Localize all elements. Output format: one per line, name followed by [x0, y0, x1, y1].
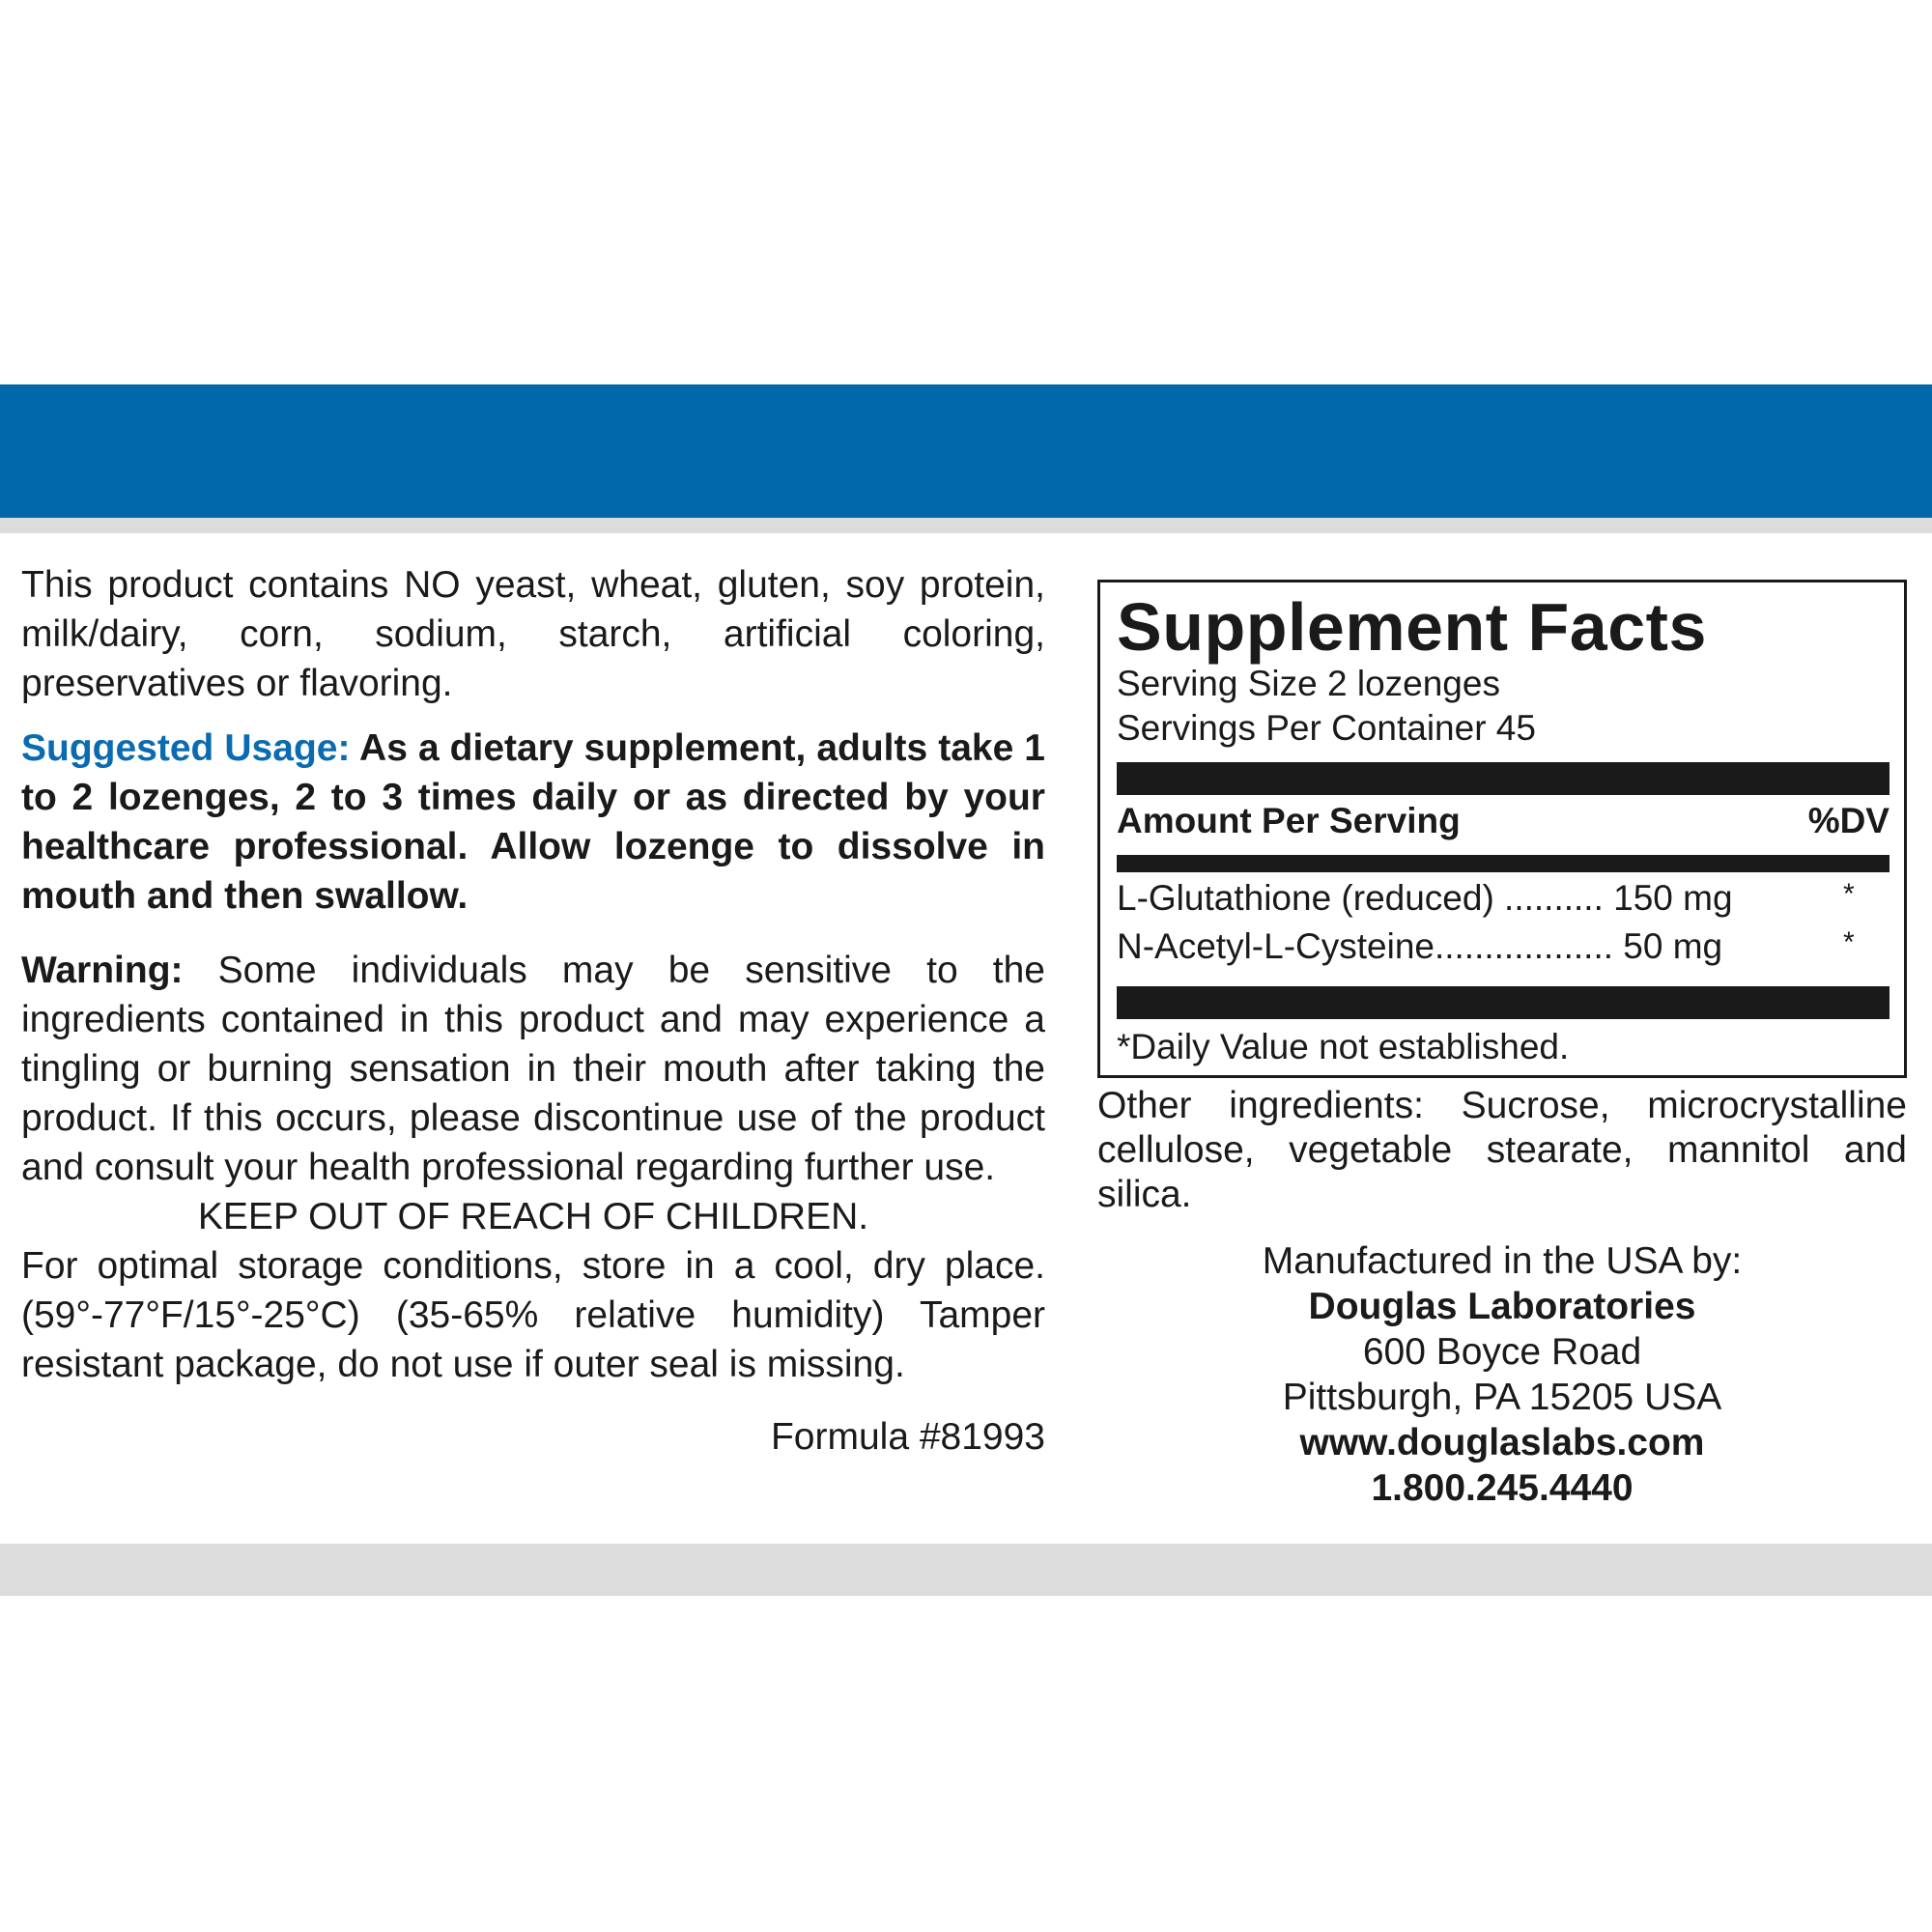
ingredient-text: L-Glutathione (reduced) .......... 150 mg	[1117, 878, 1733, 918]
manufacturer-phone: 1.800.245.4440	[1371, 1467, 1634, 1509]
keep-out-of-reach: KEEP OUT OF REACH OF CHILDREN.	[197, 1196, 869, 1237]
supplement-facts-panel	[1097, 580, 1907, 1078]
manufacturer-street: 600 Boyce Road	[1362, 1331, 1642, 1373]
warning-label: Warning:	[21, 950, 184, 991]
label-left-column	[21, 560, 1045, 1462]
amount-per-serving-header	[1117, 801, 1889, 841]
supplement-facts-title: Supplement Facts	[1117, 589, 1707, 665]
facts-divider-medium	[1117, 855, 1889, 872]
storage-instructions: For optimal storage conditions, store in a cool, dry place. (59°-77°F/15°-25°C) (35-65% relative humidity) Tamper resistant package, do not use if outer seal is missing.	[21, 1245, 1045, 1385]
serving-size: Serving Size 2 lozenges	[1117, 664, 1500, 703]
amount-per-serving-label: Amount Per Serving	[1117, 801, 1461, 840]
facts-divider-thick	[1117, 986, 1889, 1019]
warning-text: Some individuals may be sensitive to the ingredients contained in this product and may experience a tingling or burning sensation in their mouth after taking the product. If this occurs, please discontinue use of the product and consult your health professional regarding further use.	[21, 950, 1045, 1188]
suggested-usage-label: Suggested Usage:	[21, 727, 351, 769]
manufacturer-website: www.douglaslabs.com	[1299, 1422, 1705, 1463]
suggested-usage-text: As a dietary supplement, adults take 1 to 2 lozenges, 2 to 3 times daily or as directed by your healthcare professional. Allow lozenge to dissolve in mouth and then swallow.	[21, 727, 1045, 917]
manufacturer-name: Douglas Laboratories	[1308, 1286, 1696, 1327]
bottom-gray-band	[0, 1544, 1932, 1596]
ingredient-dv: *	[1843, 926, 1855, 958]
top-gray-strip	[0, 518, 1932, 533]
warning	[21, 946, 1045, 1192]
formula-number: Formula #81993	[770, 1416, 1045, 1458]
dv-column-header: %DV	[1807, 801, 1889, 840]
ingredient-row	[1117, 878, 1855, 919]
manufacturer-info	[1097, 1238, 1907, 1511]
daily-value-footnote: *Daily Value not established.	[1117, 1027, 1570, 1066]
manufacturer-city: Pittsburgh, PA 15205 USA	[1282, 1377, 1722, 1418]
top-blue-band	[0, 384, 1932, 518]
ingredient-row	[1117, 926, 1855, 967]
other-ingredients: Other ingredients: Sucrose, microcrystalline cellulose, vegetable stearate, mannitol and silica.	[1097, 1085, 1907, 1215]
suggested-usage	[21, 724, 1045, 921]
ingredient-text: N-Acetyl-L-Cysteine.................. 50 mg	[1117, 926, 1723, 966]
ingredient-dv: *	[1843, 878, 1855, 910]
servings-per-container: Servings Per Container 45	[1117, 708, 1536, 748]
facts-divider-thick	[1117, 762, 1889, 795]
free-from-statement: This product contains NO yeast, wheat, gluten, soy protein, milk/dairy, corn, sodium, starch, artificial coloring, preservatives or flavoring.	[21, 564, 1045, 704]
manufactured-by: Manufactured in the USA by:	[1262, 1240, 1743, 1282]
